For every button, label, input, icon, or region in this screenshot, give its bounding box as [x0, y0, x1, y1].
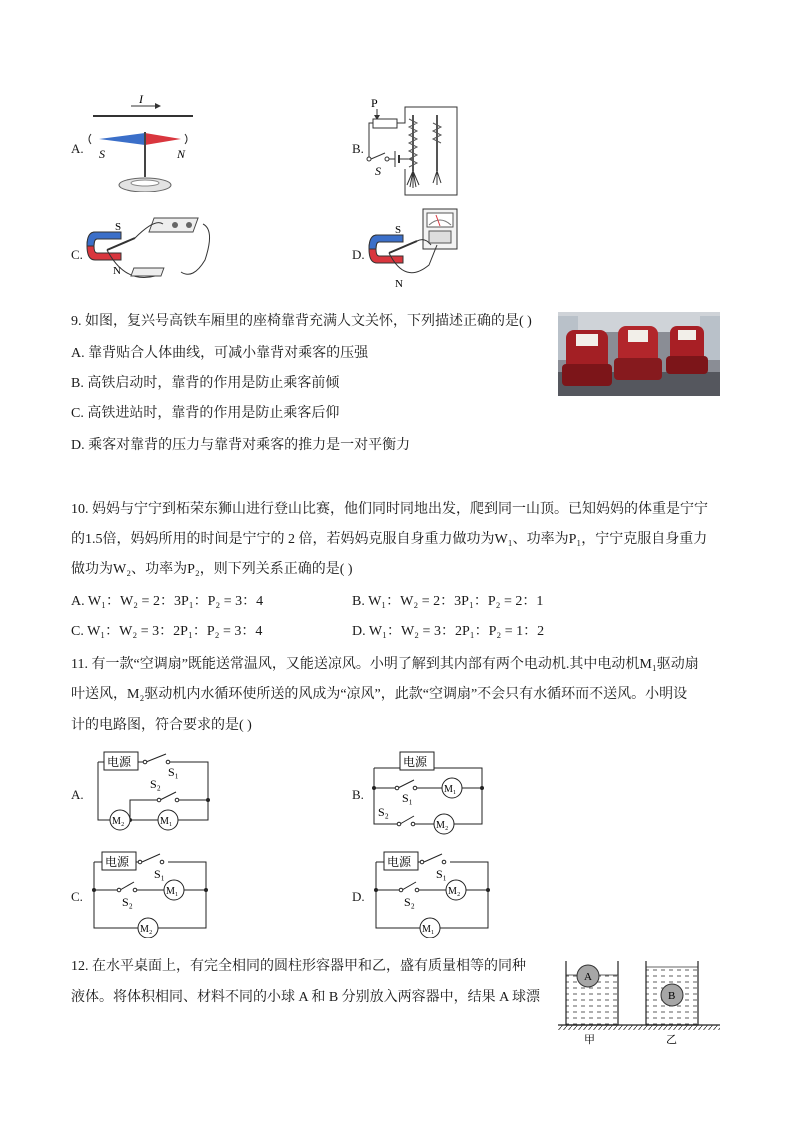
q11-d-power-label: 电源: [387, 855, 412, 869]
q8-a-s-label: S: [99, 147, 105, 161]
q8-option-a-figure: [85, 92, 200, 192]
q12-ball-a-label: A: [584, 971, 592, 983]
q8-option-d-label: D.: [352, 247, 365, 262]
q11-stem-line-3: 计的电路图，符合要求的是( ): [71, 718, 252, 733]
q12-stem-line-2: 液体。将体积相同、材料不同的小球 A 和 B 分别放入两容器中，结果 A 球漂: [71, 990, 541, 1005]
train-seats-photo: [558, 312, 720, 396]
q12-container-1-label: 甲: [584, 1034, 595, 1046]
q10-option-c: C. W₁：W₂ = 3：2P₁：P₂ = 3：4: [71, 624, 263, 639]
q11-circuit-a: [88, 748, 218, 833]
q10-option-d: D. W₁：W₂ = 3：2P₁：P₂ = 1：2: [352, 624, 545, 639]
q8-c-s-label: S: [115, 221, 122, 233]
q11-a-power-label: 电源: [107, 755, 132, 769]
q9-option-b: B. 高铁启动时，靠背的作用是防止乘客前倾: [71, 376, 340, 391]
q11-option-c-label: C.: [71, 889, 83, 904]
q8-b-p-label: P: [371, 96, 378, 110]
q11-d-m2-label: M₂: [448, 886, 461, 897]
q9-option-d: D. 乘客对靠背的压力与靠背对乘客的推力是一对平衡力: [71, 438, 411, 453]
q12-container-2-label: 乙: [666, 1034, 677, 1046]
q11-circuit-d: [370, 848, 500, 938]
q11-a-m1-label: M₁: [160, 816, 173, 827]
q11-c-m2-label: M₂: [140, 924, 153, 935]
q11-circuit-b: [368, 748, 493, 836]
q11-option-a-label: A.: [71, 787, 84, 802]
q8-a-n-label: N: [177, 147, 186, 161]
q8-d-n-label: N: [395, 278, 403, 290]
q11-d-s2-label: S₂: [404, 895, 415, 909]
q12-containers-figure: [556, 955, 722, 1047]
q11-b-power-label: 电源: [403, 755, 428, 769]
q11-c-s2-label: S₂: [122, 895, 133, 909]
q9-stem: 9. 如图，复兴号高铁车厢里的座椅靠背充满人文关怀，下列描述正确的是( ): [71, 314, 532, 329]
q11-stem-line-1: 11. 有一款“空调扇”既能送常温风，又能送凉风。小明了解到其内部有两个电动机.其中电动机M₁驱动扇: [71, 657, 699, 672]
q8-c-n-label: N: [113, 265, 121, 277]
q11-c-m1-label: M₁: [166, 886, 179, 897]
q12-ball-b-label: B: [668, 990, 676, 1002]
q11-a-s1-label: S₁: [168, 765, 179, 779]
q8-option-c-figure: [85, 210, 225, 290]
q11-option-b-label: B.: [352, 787, 364, 802]
q8-option-c-label: C.: [71, 247, 83, 262]
q10-option-a: A. W₁：W₂ = 2：3P₁：P₂ = 3：4: [71, 594, 264, 609]
q11-a-s2-label: S₂: [150, 777, 161, 791]
q12-stem-line-1: 12. 在水平桌面上，有完全相同的圆柱形容器甲和乙，盛有质量相等的同种: [71, 959, 526, 974]
q11-d-s1-label: S₁: [436, 867, 447, 881]
q8-a-current-label: I: [139, 92, 143, 106]
q8-option-d-figure: [365, 205, 475, 295]
q11-b-m2-label: M₂: [436, 820, 449, 831]
q10-stem-line-1: 10. 妈妈与宁宁到柘荣东狮山进行登山比赛，他们同时同地出发，爬到同一山顶。已知妈妈的体重是宁宁: [71, 502, 708, 517]
q10-option-b: B. W₁：W₂ = 2：3P₁：P₂ = 2：1: [352, 594, 544, 609]
q10-stem-line-2: 的1.5倍，妈妈所用的时间是宁宁的 2 倍，若妈妈克服自身重力做功为W₁、功率为P₁，宁宁克服自身重力: [71, 532, 708, 547]
q8-b-s-label: S: [375, 164, 381, 178]
q11-option-d-label: D.: [352, 889, 365, 904]
q11-b-s2-label: S₂: [378, 805, 389, 819]
q8-option-b-figure: [365, 93, 465, 198]
q11-c-power-label: 电源: [105, 855, 130, 869]
q9-option-c: C. 高铁进站时，靠背的作用是防止乘客后仰: [71, 406, 340, 421]
q11-b-s1-label: S₁: [402, 791, 413, 805]
q11-b-m1-label: M₁: [444, 784, 457, 795]
q8-option-a-label: A.: [71, 141, 84, 156]
q8-d-s-label: S: [395, 224, 402, 236]
q11-circuit-c: [88, 848, 218, 938]
q8-option-b-label: B.: [352, 141, 364, 156]
q11-a-m2-label: M₂: [112, 816, 125, 827]
q11-d-m1-label: M₁: [422, 924, 435, 935]
q9-option-a: A. 靠背贴合人体曲线，可减小靠背对乘客的压强: [71, 346, 369, 361]
q10-stem-line-3: 做功为W₂、功率为P₂，则下列关系正确的是( ): [71, 562, 353, 577]
q11-stem-line-2: 叶送风，M₂驱动机内水循环使所送的风成为“凉风”，此款“空调扇”不会只有水循环而不送风。小明设: [71, 687, 688, 702]
q11-c-s1-label: S₁: [154, 867, 165, 881]
